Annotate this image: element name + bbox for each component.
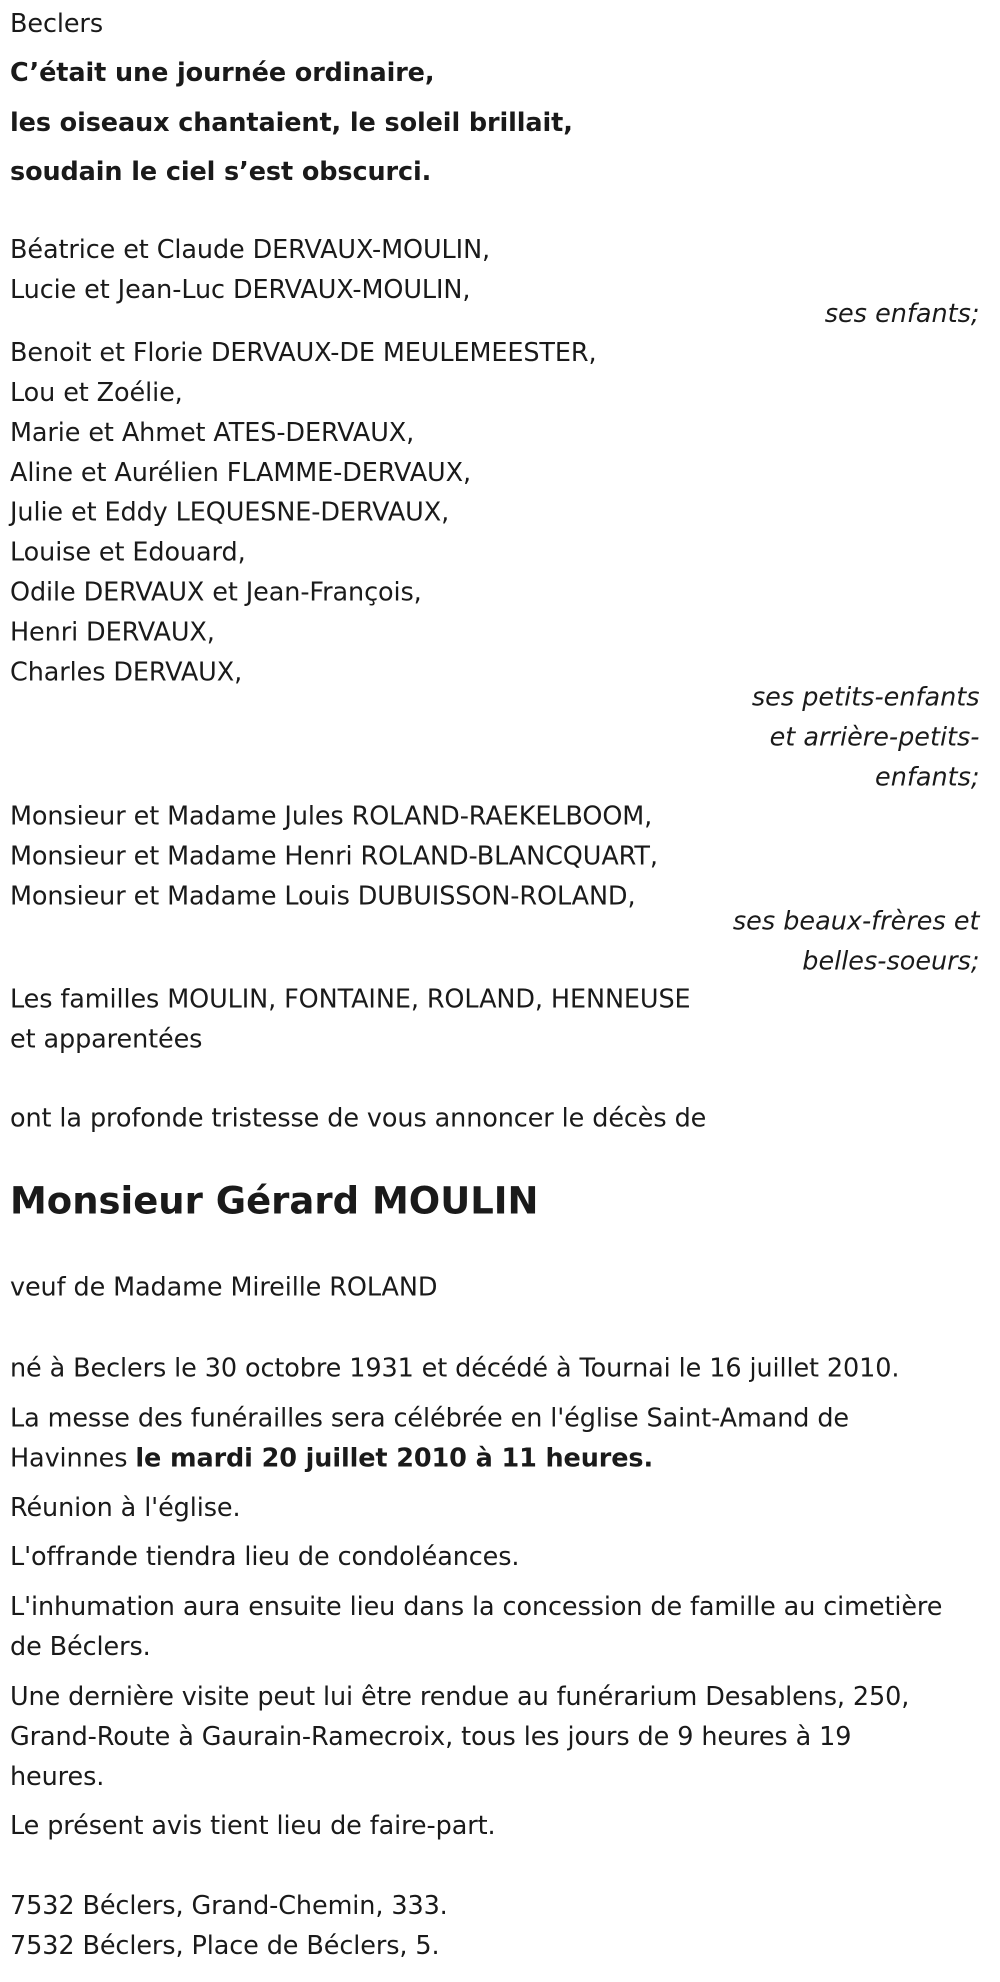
offering-line: L'offrande tiendra lieu de condoléances. — [9, 1542, 520, 1573]
child-entry: Lucie et Jean-Luc DERVAUX-MOULIN, — [9, 274, 471, 305]
grandchild-entry: Odile DERVAUX et Jean-François, — [9, 577, 422, 608]
address-line: 7532 Béclers, Grand-Chemin, 333. — [9, 1891, 448, 1922]
grandchild-entry: Aline et Aurélien FLAMME-DERVAUX, — [9, 457, 471, 488]
grandchild-entry: Charles DERVAUX, — [9, 657, 243, 688]
grandchildren-label: enfants; — [875, 762, 980, 793]
burial-line: L'inhumation aura ensuite lieu dans la concession de famille au cimetière — [9, 1592, 943, 1623]
inlaw-entry: Monsieur et Madame Henri ROLAND-BLANCQUART, — [9, 841, 658, 872]
grandchild-entry: Louise et Edouard, — [9, 537, 246, 568]
grandchild-entry: Benoit et Florie DERVAUX-DE MEULEMEESTER, — [9, 337, 597, 368]
grandchildren-label: et arrière-petits- — [769, 722, 980, 753]
grandchildren-label: ses petits-enfants — [751, 682, 980, 713]
mass-date: le mardi 20 juillet 2010 à 11 heures. — [135, 1443, 654, 1474]
families-line: et apparentées — [9, 1024, 203, 1055]
mass-place: Havinnes — [9, 1443, 136, 1474]
announcement: ont la profonde tristesse de vous annoncer le décès de — [9, 1103, 707, 1134]
grandchild-entry: Henri DERVAUX, — [9, 617, 215, 648]
poem-line: les oiseaux chantaient, le soleil brillait, — [9, 107, 573, 138]
grandchild-entry: Marie et Ahmet ATES-DERVAUX, — [9, 417, 415, 448]
burial-line: de Béclers. — [9, 1632, 151, 1663]
visit-line: heures. — [9, 1762, 105, 1793]
mass-line: La messe des funérailles sera célébrée en l'église Saint-Amand de — [9, 1403, 849, 1434]
families-line: Les familles MOULIN, FONTAINE, ROLAND, HENNEUSE — [9, 984, 691, 1015]
notice-line: Le présent avis tient lieu de faire-part. — [9, 1811, 496, 1842]
place-header: Beclers — [9, 8, 103, 39]
deceased-name: Monsieur Gérard MOULIN — [9, 1179, 539, 1223]
birth-death-line: né à Beclers le 30 octobre 1931 et décédé à Tournai le 16 juillet 2010. — [9, 1353, 900, 1384]
grandchild-entry: Julie et Eddy LEQUESNE-DERVAUX, — [9, 497, 450, 528]
poem-line: C’était une journée ordinaire, — [9, 57, 435, 88]
child-entry: Béatrice et Claude DERVAUX-MOULIN, — [9, 234, 491, 265]
inlaw-entry: Monsieur et Madame Jules ROLAND-RAEKELBOOM, — [9, 801, 653, 832]
address-line: 7532 Béclers, Place de Béclers, 5. — [9, 1931, 440, 1962]
reunion-line: Réunion à l'église. — [9, 1493, 241, 1524]
widower-line: veuf de Madame Mireille ROLAND — [9, 1272, 438, 1303]
grandchild-entry: Lou et Zoélie, — [9, 377, 183, 408]
children-label: ses enfants; — [824, 298, 980, 329]
mass-line — [9, 1443, 654, 1474]
inlaws-label: ses beaux-frères et — [732, 906, 980, 937]
visit-line: Une dernière visite peut lui être rendue au funérarium Desablens, 250, — [9, 1682, 910, 1713]
inlaw-entry: Monsieur et Madame Louis DUBUISSON-ROLAND, — [9, 881, 636, 912]
visit-line: Grand-Route à Gaurain-Ramecroix, tous les jours de 9 heures à 19 — [9, 1722, 852, 1753]
inlaws-label: belles-soeurs; — [802, 946, 980, 977]
poem-line: soudain le ciel s’est obscurci. — [9, 156, 432, 187]
